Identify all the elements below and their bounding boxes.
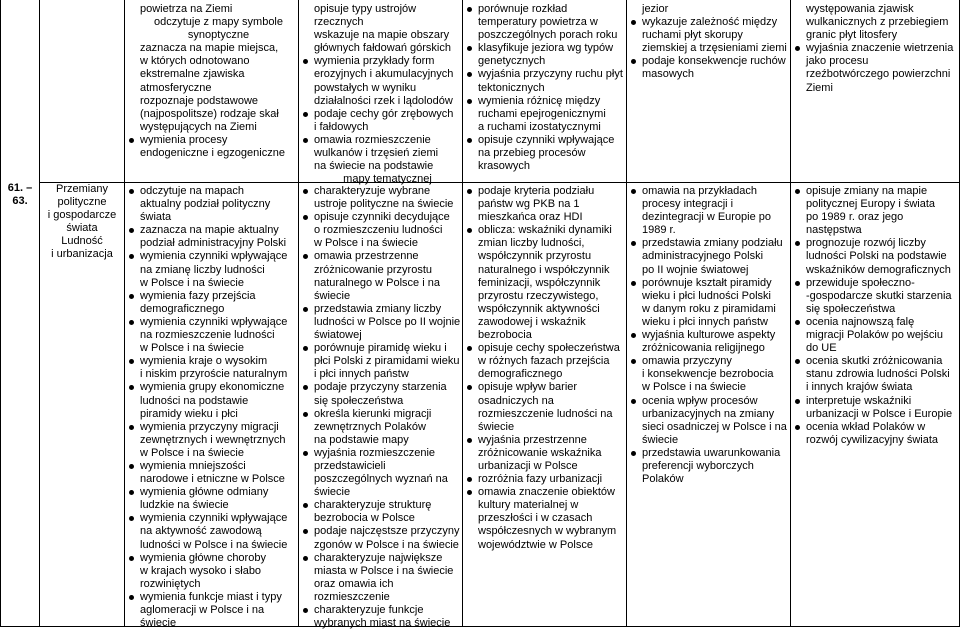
- requirement-continuation: politycznej Europy i świata: [806, 198, 936, 211]
- requirement-item: ocenia najnowszą falę: [793, 316, 958, 329]
- col-border: [790, 0, 791, 627]
- requirement-item: charakteryzuje największe: [301, 552, 461, 565]
- requirement-continuation: rzecznych: [314, 16, 364, 29]
- requirement-continuation: rozpoznaje podstawowe: [140, 94, 259, 107]
- requirement-continuation: rozwój cywilizacyjny świata: [806, 433, 939, 446]
- requirement-continuation: współczynnik przyrostu: [478, 250, 592, 263]
- requirement-continuation: ustroje polityczne na świecie: [314, 198, 454, 211]
- requirement-item: podaje kryteria podziału: [465, 185, 625, 198]
- requirement-continuation: 1989 r.: [642, 224, 676, 237]
- requirement-continuation: zróżnicowania religijnego: [642, 342, 765, 355]
- requirement-continuation: w Polsce i na świecie: [140, 342, 244, 355]
- col-border: [626, 0, 627, 627]
- top-level4-cell: [629, 3, 789, 82]
- requirement-continuation: zawodowej i wskaźnik: [478, 315, 586, 328]
- requirement-continuation: piramidy wieku i płci: [140, 407, 238, 420]
- requirement-item: porównuje kształt piramidy: [629, 277, 789, 290]
- requirement-continuation: następstwa: [806, 224, 862, 237]
- requirement-continuation: świata: [140, 211, 172, 224]
- requirement-continuation: świecie: [314, 486, 351, 499]
- requirement-continuation: na rozmieszczenie ludności: [140, 329, 275, 342]
- requirement-continuation: synoptyczne: [187, 29, 250, 42]
- requirement-item: wyjaśnia znaczenie wietrzenia: [793, 42, 958, 55]
- requirement-continuation: aglomeracji w Polsce i na: [140, 604, 265, 616]
- requirement-item: oblicza: wskaźniki dynamiki: [465, 224, 625, 237]
- requirement-continuation: w danym roku z piramidami: [642, 302, 776, 315]
- requirement-continuation: w Polsce i na świecie: [314, 237, 418, 250]
- requirement-continuation: na aktywność zawodową: [140, 525, 262, 538]
- bottom-level1-cell: [127, 185, 297, 630]
- col-border: [462, 0, 463, 627]
- topic-line: Przemiany: [56, 183, 108, 195]
- top-level3-cell: [465, 3, 625, 173]
- requirement-list: [127, 3, 297, 160]
- requirement-continuation: demograficznego: [478, 368, 563, 381]
- requirement-continuation: podział administracyjny Polski: [140, 237, 287, 250]
- requirement-item: wymienia czynniki wpływające: [127, 316, 297, 329]
- requirement-continuation: powstałych w wyniku: [314, 81, 417, 94]
- requirement-continuation: aktualny podział polityczny: [140, 198, 271, 211]
- topic-line: świata: [66, 222, 98, 235]
- requirement-continuation: mieszkańca oraz HDI: [478, 211, 583, 224]
- requirement-continuation: ruchami płyt skorupy: [642, 29, 743, 42]
- requirement-continuation: w krajach wysoko i słabo: [140, 564, 262, 577]
- requirement-continuation: rozmieszczenie ludności na: [478, 407, 613, 420]
- requirement-continuation: ludności w Polsce po II wojnie: [314, 315, 461, 328]
- requirement-continuation: ludności Polski na podstawie: [806, 250, 947, 263]
- requirement-item: interpretuje wskaźniki: [793, 395, 958, 408]
- requirement-continuation: i płci innych państw: [314, 368, 409, 381]
- requirement-continuation: Polaków: [642, 473, 684, 486]
- requirement-continuation: atmosferyczne: [140, 81, 212, 94]
- bottom-level5-cell: [793, 185, 958, 447]
- requirement-continuation: erozyjnych i akumulacyjnych: [314, 68, 454, 81]
- requirement-continuation: w Polsce i na świecie: [140, 446, 244, 459]
- requirement-item: przewiduje społeczno-: [793, 277, 958, 290]
- requirement-continuation: -gospodarcze skutki starzenia: [806, 289, 952, 302]
- requirement-item: wymienia kraje o wysokim: [127, 355, 297, 368]
- requirement-continuation: wieku i płci ludności Polski: [642, 289, 771, 302]
- requirement-continuation: procesy integracji i: [642, 198, 734, 211]
- requirement-item: rozróżnia fazy urbanizacji: [465, 473, 625, 486]
- requirement-continuation: tektonicznych: [478, 81, 545, 94]
- requirement-continuation: ludności na podstawie: [140, 394, 249, 407]
- requirement-list: [793, 3, 958, 95]
- requirement-continuation: zróżnicowanie przyrostu: [314, 263, 432, 276]
- requirement-continuation: przedstawicieli: [314, 459, 386, 472]
- requirement-continuation: ekstremalne zjawiska: [140, 68, 245, 81]
- col-border: [0, 0, 1, 627]
- requirement-continuation: ludzkie na świecie: [140, 499, 229, 512]
- requirement-list: [793, 185, 958, 447]
- top-level2-cell: [301, 3, 461, 186]
- topic-line: Ludność: [61, 235, 103, 248]
- requirement-continuation: (najpospolitsze) rodzaje skał: [140, 107, 279, 120]
- requirement-continuation: migracji Polaków po wejściu: [806, 329, 943, 342]
- requirement-continuation: w których odnotowano: [140, 55, 250, 68]
- requirement-continuation: poszczególnych wyznań na: [314, 473, 448, 486]
- requirement-continuation: osadniczych na: [478, 394, 554, 407]
- requirement-continuation: w różnych fazach przejścia: [478, 355, 610, 368]
- requirement-continuation: jezior: [642, 3, 669, 15]
- requirement-item: charakteryzuje funkcje: [301, 604, 461, 617]
- requirement-continuation: świecie: [314, 289, 351, 302]
- requirement-continuation: się społeczeństwa: [314, 394, 404, 407]
- requirement-continuation: preferencji wyborczych: [642, 459, 754, 472]
- requirement-item: przedstawia zmiany podziału: [629, 237, 789, 250]
- bottom-level4-cell: [629, 185, 789, 486]
- requirement-continuation: genetycznych: [478, 55, 546, 68]
- requirement-continuation: i niskim przyroście naturalnym: [140, 368, 288, 381]
- requirement-continuation: temperatury powietrza w: [478, 16, 598, 29]
- requirement-continuation: wulkanów i trzęsień ziemi: [314, 147, 439, 160]
- requirement-continuation: ruchami epejrogenicznymi: [478, 107, 606, 120]
- col-border: [39, 0, 40, 627]
- col-border: [298, 0, 299, 627]
- row-number-cell: [1, 182, 39, 208]
- requirement-continuation: wskazuje na mapie obszary: [314, 29, 450, 42]
- requirement-item: wymienia przyczyny migracji: [127, 421, 297, 434]
- requirement-item: klasyfikuje jeziora wg typów: [465, 42, 625, 55]
- requirement-continuation: zaznacza na mapie miejsca,: [140, 42, 279, 55]
- requirement-continuation: świecie: [140, 617, 177, 630]
- requirement-item: ocenia wkład Polaków w: [793, 421, 958, 434]
- requirement-item: charakteryzuje strukturę: [301, 499, 461, 512]
- requirement-continuation: na świecie na podstawie: [314, 160, 434, 173]
- col-border: [124, 0, 125, 627]
- requirement-continuation: poszczególnych porach roku: [478, 29, 618, 42]
- requirement-item: opisuje czynniki decydujące: [301, 211, 461, 224]
- requirement-item: określa kierunki migracji: [301, 408, 461, 421]
- requirement-continuation: rozwiniętych: [140, 577, 201, 590]
- requirement-item: porównuje piramidę wieku i: [301, 342, 461, 355]
- requirement-continuation: bezrobocia w Polsce: [314, 512, 415, 525]
- bottom-level2-cell: [301, 185, 461, 630]
- requirement-item: wyjaśnia przestrzenne: [465, 434, 625, 447]
- topic-line: i gospodarcze: [47, 209, 117, 222]
- requirement-continuation: zewnętrznych Polaków: [314, 420, 426, 433]
- requirement-continuation: krasowych: [478, 160, 530, 173]
- requirement-continuation: granic płyt litosfery: [806, 29, 898, 42]
- requirement-continuation: endogeniczne i egzogeniczne: [140, 147, 285, 160]
- requirement-item: przedstawia uwarunkowania: [629, 447, 789, 460]
- requirement-item: wymienia mniejszości: [127, 460, 297, 473]
- requirement-continuation: światowej: [314, 329, 362, 342]
- requirement-item: wyjaśnia przyczyny ruchu płyt: [465, 68, 625, 81]
- requirement-item: opisuje czynniki wpływające: [465, 134, 625, 147]
- requirement-item: podaje najczęstsze przyczyny: [301, 525, 461, 538]
- requirement-continuation: urbanizacji w Polsce i Europie: [806, 407, 953, 420]
- requirement-continuation: ziemskiej a trzęsieniami ziemi: [642, 42, 787, 55]
- requirement-continuation: przeszłości i w czasach: [478, 512, 593, 525]
- requirement-item: wymienia różnicę między: [465, 95, 625, 108]
- requirement-item: wymienia przykłady form: [301, 55, 461, 68]
- requirement-item: wykazuje zależność między: [629, 16, 789, 29]
- requirement-continuation: wybranych miast na świecie: [314, 617, 451, 630]
- requirement-item: wymienia główne choroby: [127, 552, 297, 565]
- requirement-continuation: województwie w Polsce: [478, 538, 593, 551]
- requirement-continuation: po II wojnie światowej: [642, 263, 749, 276]
- requirement-continuation: działalności rzek i lądolodów: [314, 94, 453, 107]
- requirement-continuation: demograficznego: [140, 302, 225, 315]
- requirement-continuation: oraz omawia ich: [314, 577, 394, 590]
- requirement-item: podaje konsekwencje ruchów: [629, 55, 789, 68]
- requirement-list: [465, 3, 625, 173]
- requirement-continuation: współczynnik aktywności: [478, 302, 600, 315]
- requirement-item: wyjaśnia rozmieszczenie: [301, 447, 461, 460]
- requirement-item: opisuje cechy społeczeństwa: [465, 342, 625, 355]
- requirement-list: [301, 3, 461, 186]
- requirement-list: [465, 185, 625, 552]
- requirement-item: podaje przyczyny starzenia: [301, 381, 461, 394]
- requirement-continuation: płci Polski z piramidami wieku: [314, 355, 460, 368]
- requirement-item: podaje cechy gór zrębowych: [301, 108, 461, 121]
- requirement-item: omawia rozmieszczenie: [301, 134, 461, 147]
- requirement-continuation: administracyjnego Polski: [642, 250, 764, 263]
- requirement-item: odczytuje na mapach: [127, 185, 297, 198]
- requirement-continuation: i innych krajów świata: [806, 381, 913, 394]
- requirement-item: prognozuje rozwój liczby: [793, 237, 958, 250]
- requirement-continuation: urbanizacyjnych na zmiany: [642, 407, 775, 420]
- requirement-continuation: naturalnego w Polsce i na: [314, 276, 440, 289]
- requirement-continuation: głównych fałdowań górskich: [314, 42, 451, 55]
- requirement-continuation: wieku i płci innych państw: [642, 315, 768, 328]
- requirement-list: [301, 185, 461, 630]
- requirement-continuation: na podstawie mapy: [314, 433, 409, 446]
- requirement-continuation: mapy tematycznej: [343, 173, 432, 186]
- requirement-continuation: o rozmieszczeniu ludności: [314, 224, 443, 237]
- topic-line: i urbanizacja: [51, 248, 113, 261]
- requirement-item: opisuje zmiany na mapie: [793, 185, 958, 198]
- requirement-item: wymienia funkcje miast i typy: [127, 591, 297, 604]
- requirement-continuation: w Polsce i na świecie: [642, 381, 746, 394]
- requirement-continuation: występujących na Ziemi: [140, 120, 257, 133]
- requirement-item: przedstawia zmiany liczby: [301, 303, 461, 316]
- requirement-continuation: zmian liczby ludności,: [478, 237, 585, 250]
- requirement-continuation: naturalnego i współczynnik: [478, 263, 610, 276]
- requirement-item: omawia znaczenie obiektów: [465, 486, 625, 499]
- bottom-level3-cell: [465, 185, 625, 552]
- requirement-continuation: bezrobocia: [478, 329, 532, 342]
- requirement-continuation: sieci osadniczej w Polsce i na: [642, 420, 787, 433]
- requirement-item: omawia na przykładach: [629, 185, 789, 198]
- requirement-continuation: opisuje typy ustrojów: [314, 3, 417, 15]
- requirement-continuation: rzeźbotwórczego powierzchni: [806, 68, 951, 81]
- requirement-list: [629, 3, 789, 82]
- requirement-item: wymienia fazy przejścia: [127, 290, 297, 303]
- requirement-continuation: występowania zjawisk: [806, 3, 914, 15]
- requirement-continuation: w Polsce i na świecie: [140, 276, 244, 289]
- requirement-continuation: jako procesu: [806, 55, 869, 68]
- row-number: 61. – 63.: [7, 182, 33, 208]
- requirement-item: ocenia skutki zróżnicowania: [793, 355, 958, 368]
- requirement-continuation: świecie: [642, 433, 679, 446]
- requirement-continuation: wskaźników demograficznych: [806, 263, 951, 276]
- requirement-continuation: na zmianę liczby ludności: [140, 263, 265, 276]
- requirement-item: wyjaśnia kulturowe aspekty: [629, 329, 789, 342]
- top-level5-cell: [793, 3, 958, 95]
- requirement-continuation: narodowe i etniczne w Polsce: [140, 473, 285, 486]
- requirement-item: ocenia wpływ procesów: [629, 395, 789, 408]
- requirement-continuation: Ziemi: [806, 81, 833, 94]
- requirement-continuation: współczesnych w wybranym: [478, 525, 617, 538]
- requirement-list: [629, 185, 789, 486]
- requirement-item: wymienia grupy ekonomiczne: [127, 381, 297, 394]
- requirement-item: wymienia główne odmiany: [127, 486, 297, 499]
- requirement-continuation: miasta w Polsce i na świecie: [314, 564, 454, 577]
- requirement-continuation: do UE: [806, 342, 837, 355]
- requirement-continuation: masowych: [642, 68, 694, 81]
- requirement-continuation: urbanizacji w Polsce: [478, 459, 578, 472]
- requirement-continuation: i konsekwencje bezrobocia: [642, 368, 774, 381]
- requirement-item: charakteryzuje wybrane: [301, 185, 461, 198]
- requirement-item: wymienia czynniki wpływające: [127, 512, 297, 525]
- topic-line: polityczne: [57, 196, 107, 209]
- requirement-continuation: feminizacji, współczynnik: [478, 276, 601, 289]
- requirement-item: omawia przyczyny: [629, 355, 789, 368]
- requirement-item: wymienia czynniki wpływające: [127, 250, 297, 263]
- requirement-item: omawia przestrzenne: [301, 250, 461, 263]
- row-divider: [39, 182, 960, 183]
- requirement-item: porównuje rozkład: [465, 3, 625, 16]
- requirement-continuation: przyrostu rzeczywistego,: [478, 289, 599, 302]
- requirement-continuation: kultury materialnej w: [478, 499, 579, 512]
- requirement-item: wymienia procesy: [127, 134, 297, 147]
- requirement-continuation: po 1989 r. oraz jego: [806, 211, 904, 224]
- requirement-continuation: i fałdowych: [314, 120, 369, 133]
- requirement-continuation: a ruchami izostatycznymi: [478, 120, 601, 133]
- requirement-continuation: ludności w Polsce i na świecie: [140, 538, 288, 551]
- requirement-continuation: odczytuje z mapy symbole: [154, 16, 283, 29]
- requirement-continuation: rozmieszczenie: [314, 590, 390, 603]
- requirement-continuation: zróżnicowanie wskaźnika: [478, 446, 602, 459]
- requirement-continuation: zewnętrznych i wewnętrznych: [140, 433, 286, 446]
- requirement-continuation: na przebieg procesów: [478, 147, 586, 160]
- requirement-list: [127, 185, 297, 630]
- requirement-continuation: państw wg PKB na 1: [478, 198, 580, 211]
- requirement-continuation: wulkanicznych z przebiegiem: [806, 16, 949, 29]
- topic-cell: [40, 183, 124, 262]
- requirement-continuation: zgonów w Polsce i na świecie: [314, 538, 459, 551]
- requirement-continuation: powietrza na Ziemi: [140, 3, 233, 15]
- requirement-continuation: stanu zdrowia ludności Polski: [806, 368, 950, 381]
- requirement-item: zaznacza na mapie aktualny: [127, 224, 297, 237]
- requirement-continuation: świecie: [478, 420, 515, 433]
- top-level1-cell: [127, 3, 297, 160]
- requirement-continuation: się społeczeństwa: [806, 302, 896, 315]
- requirement-item: opisuje wpływ barier: [465, 381, 625, 394]
- requirement-continuation: dezintegracji w Europie po: [642, 211, 772, 224]
